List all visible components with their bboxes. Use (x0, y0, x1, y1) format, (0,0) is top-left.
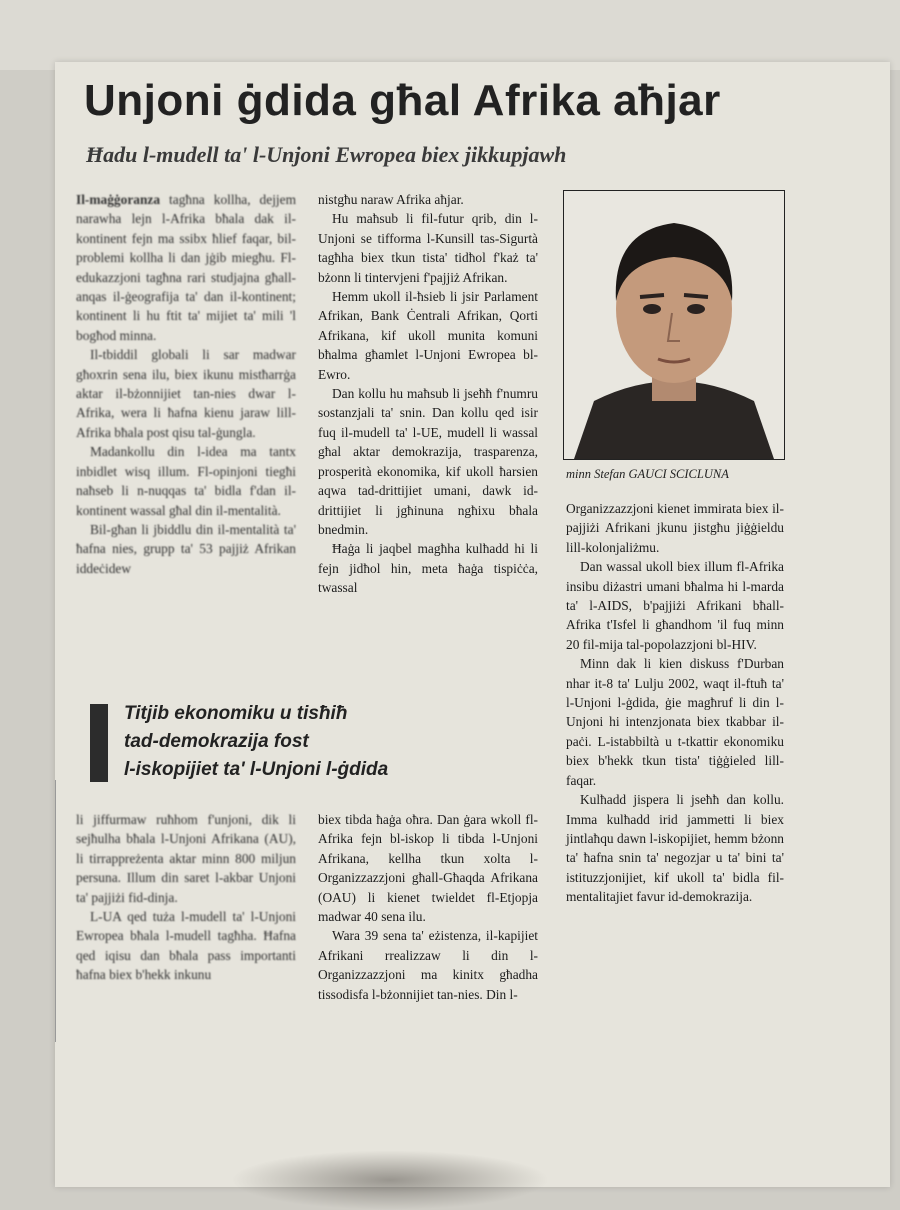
photo-caption: minn Stefan GAUCI SCICLUNA (566, 467, 729, 481)
portrait-image (564, 191, 784, 459)
paragraph: Hemm ukoll il-ħsieb li jsir Parlament Afrikan, Bank Ċentrali Afrikan, Qorti Afrikana, kif ukoll munita komuni bħalma għamlet l-Unjoni Ewropea bl-Ewro. (318, 289, 538, 382)
paragraph: Il-tbiddil globali li sar madwar għoxrin sena ilu, biex ikunu mistħarrġa aktar il-bżonnijiet tan-nies dwar l-Afrika, wera li ħafna kienu jaraw lill-Afrika bħala post qisu tal-ġungla. (76, 347, 296, 440)
column-3 (566, 499, 784, 907)
article-subheadline: Ħadu l-mudell ta' l-Unjoni Ewropea biex jikkupjawh (86, 142, 567, 167)
paragraph: li jiffurmaw ruħhom f'unjoni, dik li sejħulha bħala l-Unjoni Afrikana (AU), li tirrappreżenta aktar minn 800 miljun persuna. Illum din saret l-akbar Unjoni ta' pajjiżi fid-dinja. (76, 812, 296, 905)
paragraph: Bil-għan li jbiddlu din il-mentalità ta' ħafna nies, grupp ta' 53 pajjiż Afrikan iddeċidew (76, 521, 296, 576)
paragraph: Wara 39 sena ta' eżistenza, il-kapijiet Afrikani rrealizzaw li din l-Organizzazzjoni ma kinitx għadha tissodisfa l-bżonnijiet tan-nies. Din l- (318, 928, 538, 1002)
paragraph: Il-maġġoranza tagħna kollha, dejjem narawha lejn l-Afrika bħala dak il-kontinent fejn ma ssibx ħlief faqar, bil-problemi kollha li dan jġib miegħu. Fl-edukazzjoni tagħna rari studjajna għall-anqas il-ġeografija ta' dan il-kontinent; kontinent li hu ftit ta' mijiet ta' mili 'l bogħod minna. (76, 192, 296, 343)
paragraph: Organizzazzjoni kienet immirata biex il-pajjiżi Afrikani jkunu jistgħu jiġġieldu lill-kolonjaliżmu. (566, 501, 784, 555)
callout-bar (90, 704, 108, 782)
author-photo (563, 190, 785, 460)
column-1-bottom (76, 810, 296, 985)
column-2-bottom (318, 810, 538, 1004)
camera-shadow (230, 1150, 550, 1210)
pull-quote-line: l-iskopijiet ta' l-Unjoni l-ġdida (124, 759, 389, 780)
column-1-top (76, 190, 296, 578)
article-headline: Unjoni ġdida għal Afrika aħjar (84, 76, 721, 125)
paragraph: Dan kollu hu maħsub li jseħħ f'numru sostanzjali ta' snin. Dan kollu qed isir fuq il-mudell ta' l-UE, mudell li wassal għal aktar demokrazija, trasparenza, prosperità ekonomika, kif ukoll ħarsien aqwa tad-drittijiet umani, dawk id-drittijiet li jgħinuna ngħixu bħala bnedmin. (318, 386, 538, 537)
paragraph: Dan wassal ukoll biex illum fl-Afrika insibu diżastri umani bħalma hi l-marda ta' l-AIDS, b'pajjiżi Afrikani bħall-Afrika t'Isfel li għandhom 'il fuq minn 20 fil-mija tal-popolazzjoni bl-HIV. (566, 559, 784, 652)
paragraph: Madankollu din l-idea ma tantx inbidlet wisq illum. Fl-opinjoni tiegħi naħseb li n-nuqqas ta' bidla f'dan il-kontinent wassal għal din il-mentalità. (76, 444, 296, 518)
lead-word: Il-maġġoranza (76, 192, 161, 207)
pull-quote-line: Titjib ekonomiku u tisħiħ (124, 703, 348, 724)
background-wall (0, 0, 900, 70)
paragraph: biex tibda ħaġa oħra. Dan ġara wkoll fl-Afrika fejn bl-iskop li tibda l-Unjoni Afrikana, kellha tkun xolta l-Organizzazzjoni għall-Għaqda Afrikana (OAU) li kienet twieldet fl-Etjopja madwar 40 sena ilu. (318, 812, 538, 925)
column-2-top (318, 190, 538, 598)
paragraph: Hu maħsub li fil-futur qrib, din l-Unjoni se tifforma l-Kunsill tas-Sigurtà tagħha biex tkun tista' tidħol f'każ ta' bżonn li tintervjeni f'pajjiż Afrikan. (318, 211, 538, 285)
pull-quote-line: tad-demokrazija fost (124, 731, 309, 752)
paragraph: Ħaġa li jaqbel magħha kulħadd hi li fejn jidħol hin, meta ħaġa tispiċċa, twassal (318, 541, 538, 596)
pull-quote (124, 700, 564, 784)
paragraph: Minn dak li kien diskuss f'Durban nhar it-8 ta' Lulju 2002, waqt il-ftuħ ta' l-Unjoni l-ġdida, ġie magħruf li din l-Unjoni hi intenzjonata biex tkabbar il-paċi. L-istabbiltà u t-tkattir ekonomiku biex b'hekk tkun tista' tiġġieled lill-faqar. (566, 656, 784, 788)
paragraph: L-UA qed tuża l-mudell ta' l-Unjoni Ewropea bħala l-mudell tagħha. Ħafna qed iqisu dan bħala pass importanti ħafna biex b'hekk inkunu (76, 909, 296, 983)
paragraph: Kulħadd jispera li jseħħ dan kollu. Imma kulħadd irid jammetti li biex jintlaħqu dawn l-iskopijiet, hemm bżonn ta' ħafna snin ta' negozjar u ta' bini ta' istituzzjonijiet, kif ukoll ta' bidla fil-mentalitajiet favur id-demokrazija. (566, 792, 784, 905)
column-rule (55, 780, 56, 1042)
paragraph: nistgħu naraw Afrika aħjar. (318, 192, 464, 207)
